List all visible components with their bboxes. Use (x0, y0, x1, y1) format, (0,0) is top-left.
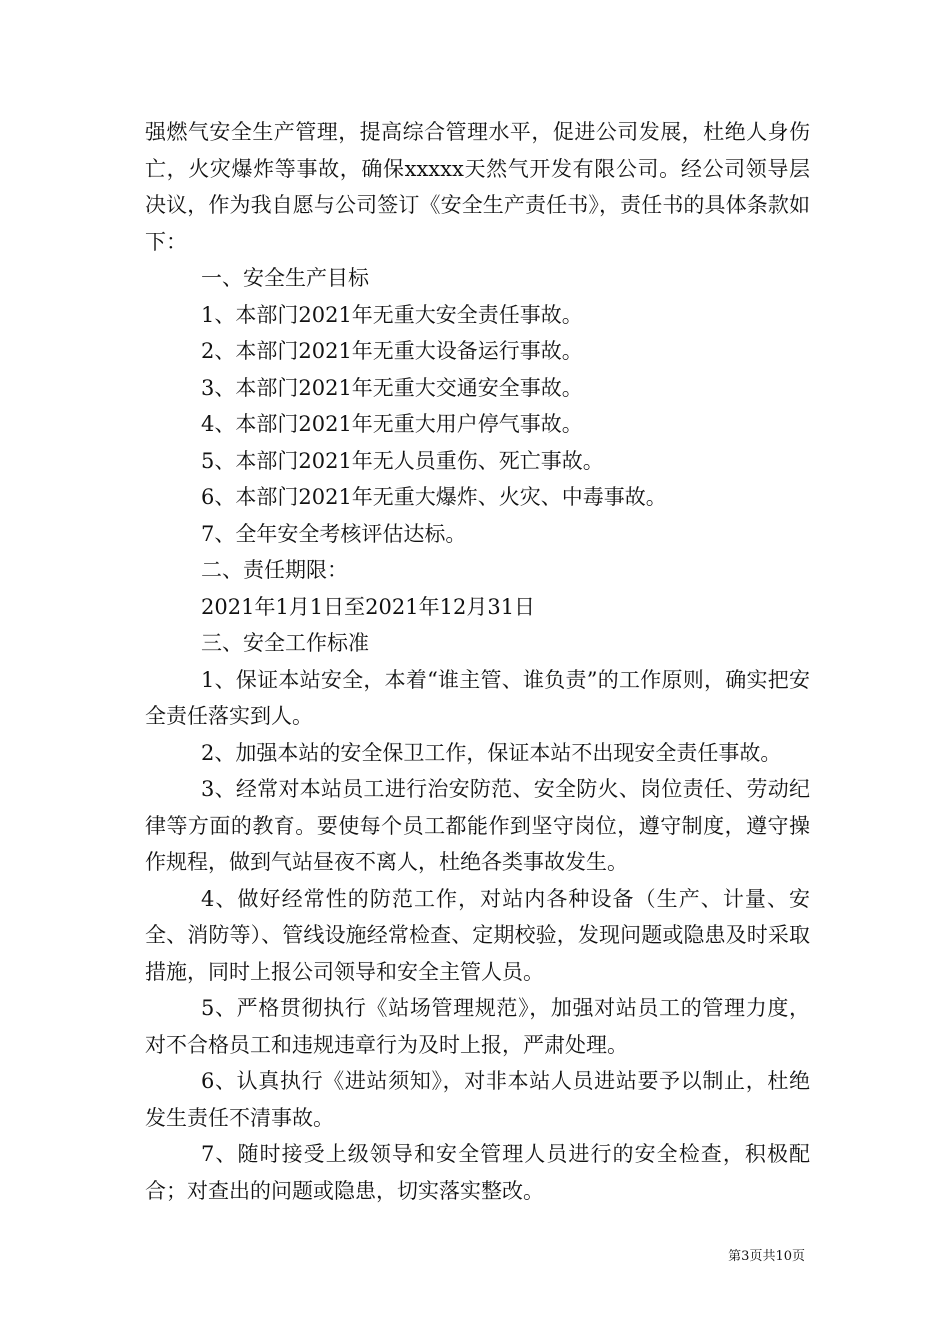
page-number-footer: 第3页共10页 (728, 1249, 805, 1264)
standard-item-2: 2、加强本站的安全保卫工作，保证本站不出现安全责任事故。 (201, 740, 782, 765)
standard-item-3: 3、经常对本站员工进行治安防范、安全防火、岗位责任、劳动纪律等方面的教育。要使每个员工都能作到坚守岗位，遵守制度，遵守操作规程，做到气站昼夜不离人，杜绝各类事故发生。 (145, 777, 810, 874)
goal-item-4: 4、本部门2021年无重大用户停气事故。 (201, 412, 583, 436)
standard-item-7: 7、随时接受上级领导和安全管理人员进行的安全检查，积极配合；对查出的问题或隐患，切实落实整改。 (145, 1142, 810, 1203)
responsibility-period-dates: 2021年1月1日至2021年12月31日 (201, 594, 536, 619)
goal-item-2: 2、本部门2021年无重大设备运行事故。 (201, 339, 583, 363)
goal-item-3: 3、本部门2021年无重大交通安全事故。 (201, 375, 583, 400)
goal-item-5: 5、本部门2021年无人员重伤、死亡事故。 (201, 448, 604, 473)
goal-item-7: 7、全年安全考核评估达标。 (201, 521, 467, 546)
section-heading-responsibility-period: 二、责任期限： (201, 558, 348, 582)
section-heading-work-standards: 三、安全工作标准 (201, 631, 369, 655)
document-body (145, 114, 810, 1209)
standard-item-4: 4、做好经常性的防范工作，对站内各种设备（生产、计量、安全、消防等）、管线设施经常检查、定期校验，发现问题或隐患及时采取措施，同时上报公司领导和安全主管人员。 (145, 886, 810, 984)
section-heading-safety-goals: 一、安全生产目标 (201, 266, 369, 290)
standard-item-5: 5、严格贯彻执行《站场管理规范》，加强对站员工的管理力度，对不合格员工和违规违章行为及时上报，严肃处理。 (145, 996, 810, 1057)
standard-item-6: 6、认真执行《进站须知》，对非本站人员进站要予以制止，杜绝发生责任不清事故。 (145, 1069, 810, 1130)
goal-item-6: 6、本部门2021年无重大爆炸、火灾、中毒事故。 (201, 485, 667, 509)
paragraph-intro: 强燃气安全生产管理，提高综合管理水平，促进公司发展，杜绝人身伤亡，火灾爆炸等事故，确保xxxxx天然气开发有限公司。经公司领导层决议，作为我自愿与公司签订《安全生产责任书》，责任书的具体条款如下： (145, 120, 810, 254)
standard-item-1: 1、保证本站安全，本着“谁主管、谁负责”的工作原则，确实把安全责任落实到人。 (145, 667, 810, 728)
goal-item-1: 1、本部门2021年无重大安全责任事故。 (201, 302, 583, 327)
